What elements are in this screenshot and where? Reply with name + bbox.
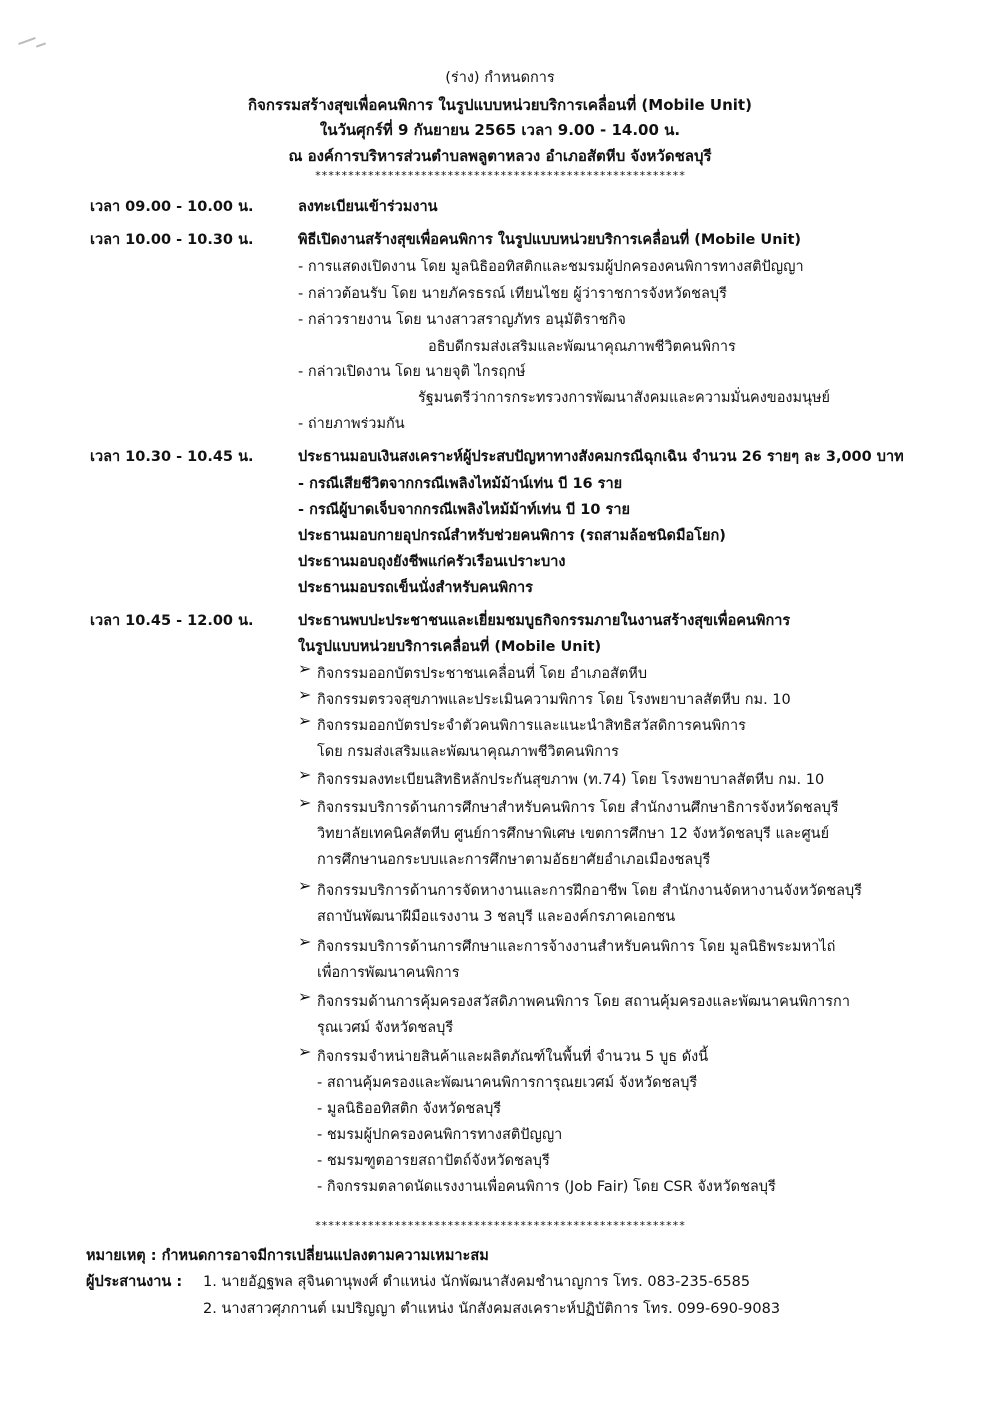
booth-item: - มูลนิธิออทิสติก จังหวัดชลบุรี — [317, 1101, 502, 1117]
arrow-bullet-icon: ➢ — [298, 659, 312, 678]
session-title: พิธีเปิดงานสร้างสุขเพื่อคนพิการ ในรูปแบบหน่วยบริการเคลื่อนที่ (Mobile Unit) — [298, 232, 802, 248]
session-title: ลงทะเบียนเข้าร่วมงาน — [298, 199, 438, 215]
event-venue: ณ องค์การบริหารส่วนตำบลพลูตาหลวง อำเภอสัตหีบ จังหวัดชลบุรี — [288, 147, 712, 165]
session-line: ประธานมอบรถเข็นนั่งสำหรับคนพิการ — [298, 580, 533, 596]
session-title-continuation: ในรูปแบบหน่วยบริการเคลื่อนที่ (Mobile Unit) — [298, 639, 602, 655]
session-item: - ถ่ายภาพร่วมกัน — [298, 416, 405, 432]
document-status-title: (ร่าง) กำหนดการ — [445, 70, 555, 86]
activity-item-continuation: เพื่อการพัฒนาคนพิการ — [317, 965, 460, 981]
session-time: เวลา 10.00 - 10.30 น. — [90, 232, 254, 248]
activity-item: กิจกรรมบริการด้านการจัดหางานและการฝึกอาชีพ โดย สำนักงานจัดหางานจังหวัดชลบุรี — [317, 883, 862, 899]
session-item-continuation: รัฐมนตรีว่าการกระทรวงการพัฒนาสังคมและความมั่นคงของมนุษย์ — [418, 390, 831, 406]
activity-item: กิจกรรมออกบัตรประชาชนเคลื่อนที่ โดย อำเภอสัตหีบ — [317, 666, 648, 682]
booth-item: - กิจกรรมตลาดนัดแรงงานเพื่อคนพิการ (Job Fair) โดย CSR จังหวัดชลบุรี — [317, 1179, 776, 1195]
booth-item: - ชมรมฑูตอารยสถาปัตถ์จังหวัดชลบุรี — [317, 1153, 550, 1169]
session-line: - กรณีเสียชีวิตจากกรณีเพลิงไหม้ม้าน์เท่น บี 16 ราย — [298, 476, 623, 492]
coordinator-contact: 1. นายอัฏฐพล สุจินดานุพงศ์ ตำแหน่ง นักพัฒนาสังคมชำนาญการ โทร. 083-235-6585 — [203, 1274, 751, 1290]
arrow-bullet-icon: ➢ — [298, 876, 312, 895]
activity-item-continuation: วิทยาลัยเทคนิคสัตหีบ ศูนย์การศึกษาพิเศษ เขตการศึกษา 12 จังหวัดชลบุรี และศูนย์ — [317, 826, 830, 842]
arrow-bullet-icon: ➢ — [298, 711, 312, 730]
activity-item-continuation: สถาบันพัฒนาฝีมือแรงงาน 3 ชลบุรี และองค์กรภาคเอกชน — [317, 909, 676, 925]
activity-item-continuation: โดย กรมส่งเสริมและพัฒนาคุณภาพชีวิตคนพิการ — [317, 744, 619, 760]
coordinator-label: ผู้ประสานงาน : — [86, 1274, 183, 1290]
activity-item: กิจกรรมด้านการคุ้มครองสวัสดิภาพคนพิการ โดย สถานคุ้มครองและพัฒนาคนพิการกา — [317, 994, 850, 1010]
event-date: ในวันศุกร์ที่ 9 กันยายน 2565 เวลา 9.00 - 14.00 น. — [319, 121, 681, 139]
booth-item: - ชมรมผู้ปกครองคนพิการทางสติปัญญา — [317, 1127, 563, 1143]
session-item: - การแสดงเปิดงาน โดย มูลนิธิออทิสติกและชมรมผู้ปกครองคนพิการทางสติปัญญา — [298, 259, 804, 275]
arrow-bullet-icon: ➢ — [298, 765, 312, 784]
activity-item: กิจกรรมตรวจสุขภาพและประเมินความพิการ โดย โรงพยาบาลสัตหีบ กม. 10 — [317, 692, 791, 708]
session-line: - กรณีผู้บาดเจ็บจากกรณีเพลิงไหม้ม้าท์เท่น บี 10 ราย — [298, 502, 630, 518]
activity-item: กิจกรรมบริการด้านการศึกษาและการจ้างงานสำหรับคนพิการ โดย มูลนิธิพระมหาไถ่ — [317, 939, 836, 955]
session-line: ประธานมอบถุงยังชีพแก่ครัวเรือนเปราะบาง — [298, 554, 566, 570]
session-item: - กล่าวต้อนรับ โดย นายภัครธรณ์ เทียนไชย ผู้ว่าราชการจังหวัดชลบุรี — [298, 286, 727, 302]
session-time: เวลา 10.45 - 12.00 น. — [90, 613, 254, 629]
session-time: เวลา 10.30 - 10.45 น. — [90, 449, 254, 465]
session-item-continuation: อธิบดีกรมส่งเสริมและพัฒนาคุณภาพชีวิตคนพิการ — [428, 339, 736, 355]
session-line: ประธานมอบเงินสงเคราะห์ผู้ประสบปัญหาทางสังคมกรณีฉุกเฉิน จำนวน 26 รายๆ ละ 3,000 บาท — [298, 449, 904, 465]
activity-item-continuation: รุณเวศม์ จังหวัดชลบุรี — [317, 1020, 454, 1036]
coordinator-contact: 2. นางสาวศุภกานต์ เมปริญญา ตำแหน่ง นักสังคมสงเคราะห์ปฏิบัติการ โทร. 099-690-9083 — [203, 1301, 781, 1317]
note: หมายเหตุ : กำหนดการอาจมีการเปลี่ยนแปลงตามความเหมาะสม — [86, 1248, 489, 1264]
activity-item: กิจกรรมบริการด้านการศึกษาสำหรับคนพิการ โดย สำนักงานศึกษาธิการจังหวัดชลบุรี — [317, 800, 839, 816]
activity-item: กิจกรรมจำหน่ายสินค้าและผลิตภัณฑ์ในพื้นที่ จำนวน 5 บูธ ดังนี้ — [317, 1049, 709, 1065]
arrow-bullet-icon: ➢ — [298, 793, 312, 812]
session-item: - กล่าวเปิดงาน โดย นายจุติ ไกรฤกษ์ — [298, 364, 526, 380]
header-separator: ******************************************************** — [314, 169, 686, 182]
activity-item: กิจกรรมลงทะเบียนสิทธิหลักประกันสุขภาพ (ท.74) โดย โรงพยาบาลสัตหีบ กม. 10 — [317, 772, 825, 788]
activity-item: กิจกรรมออกบัตรประจำตัวคนพิการและแนะนำสิทธิสวัสดิการคนพิการ — [317, 718, 746, 734]
arrow-bullet-icon: ➢ — [298, 1042, 312, 1061]
footer-separator: ******************************************************** — [314, 1219, 686, 1232]
scan-speck — [36, 42, 46, 47]
arrow-bullet-icon: ➢ — [298, 932, 312, 951]
session-time: เวลา 09.00 - 10.00 น. — [90, 199, 254, 215]
session-title: ประธานพบปะประชาชนและเยี่ยมชมบูธกิจกรรมภายในงานสร้างสุขเพื่อคนพิการ — [298, 613, 791, 629]
event-title: กิจกรรมสร้างสุขเพื่อคนพิการ ในรูปแบบหน่วยบริการเคลื่อนที่ (Mobile Unit) — [248, 96, 752, 114]
arrow-bullet-icon: ➢ — [298, 987, 312, 1006]
session-line: ประธานมอบกายอุปกรณ์สำหรับช่วยคนพิการ (รถสามล้อชนิดมือโยก) — [298, 528, 726, 544]
session-item: - กล่าวรายงาน โดย นางสาวสราญภัทร อนุมัติราชกิจ — [298, 312, 626, 328]
activity-item-continuation: การศึกษานอกระบบและการศึกษาตามอัธยาศัยอำเภอเมืองชลบุรี — [317, 852, 711, 868]
scan-speck — [18, 37, 36, 45]
arrow-bullet-icon: ➢ — [298, 685, 312, 704]
booth-item: - สถานคุ้มครองและพัฒนาคนพิการการุณยเวศม์ จังหวัดชลบุรี — [317, 1075, 698, 1091]
